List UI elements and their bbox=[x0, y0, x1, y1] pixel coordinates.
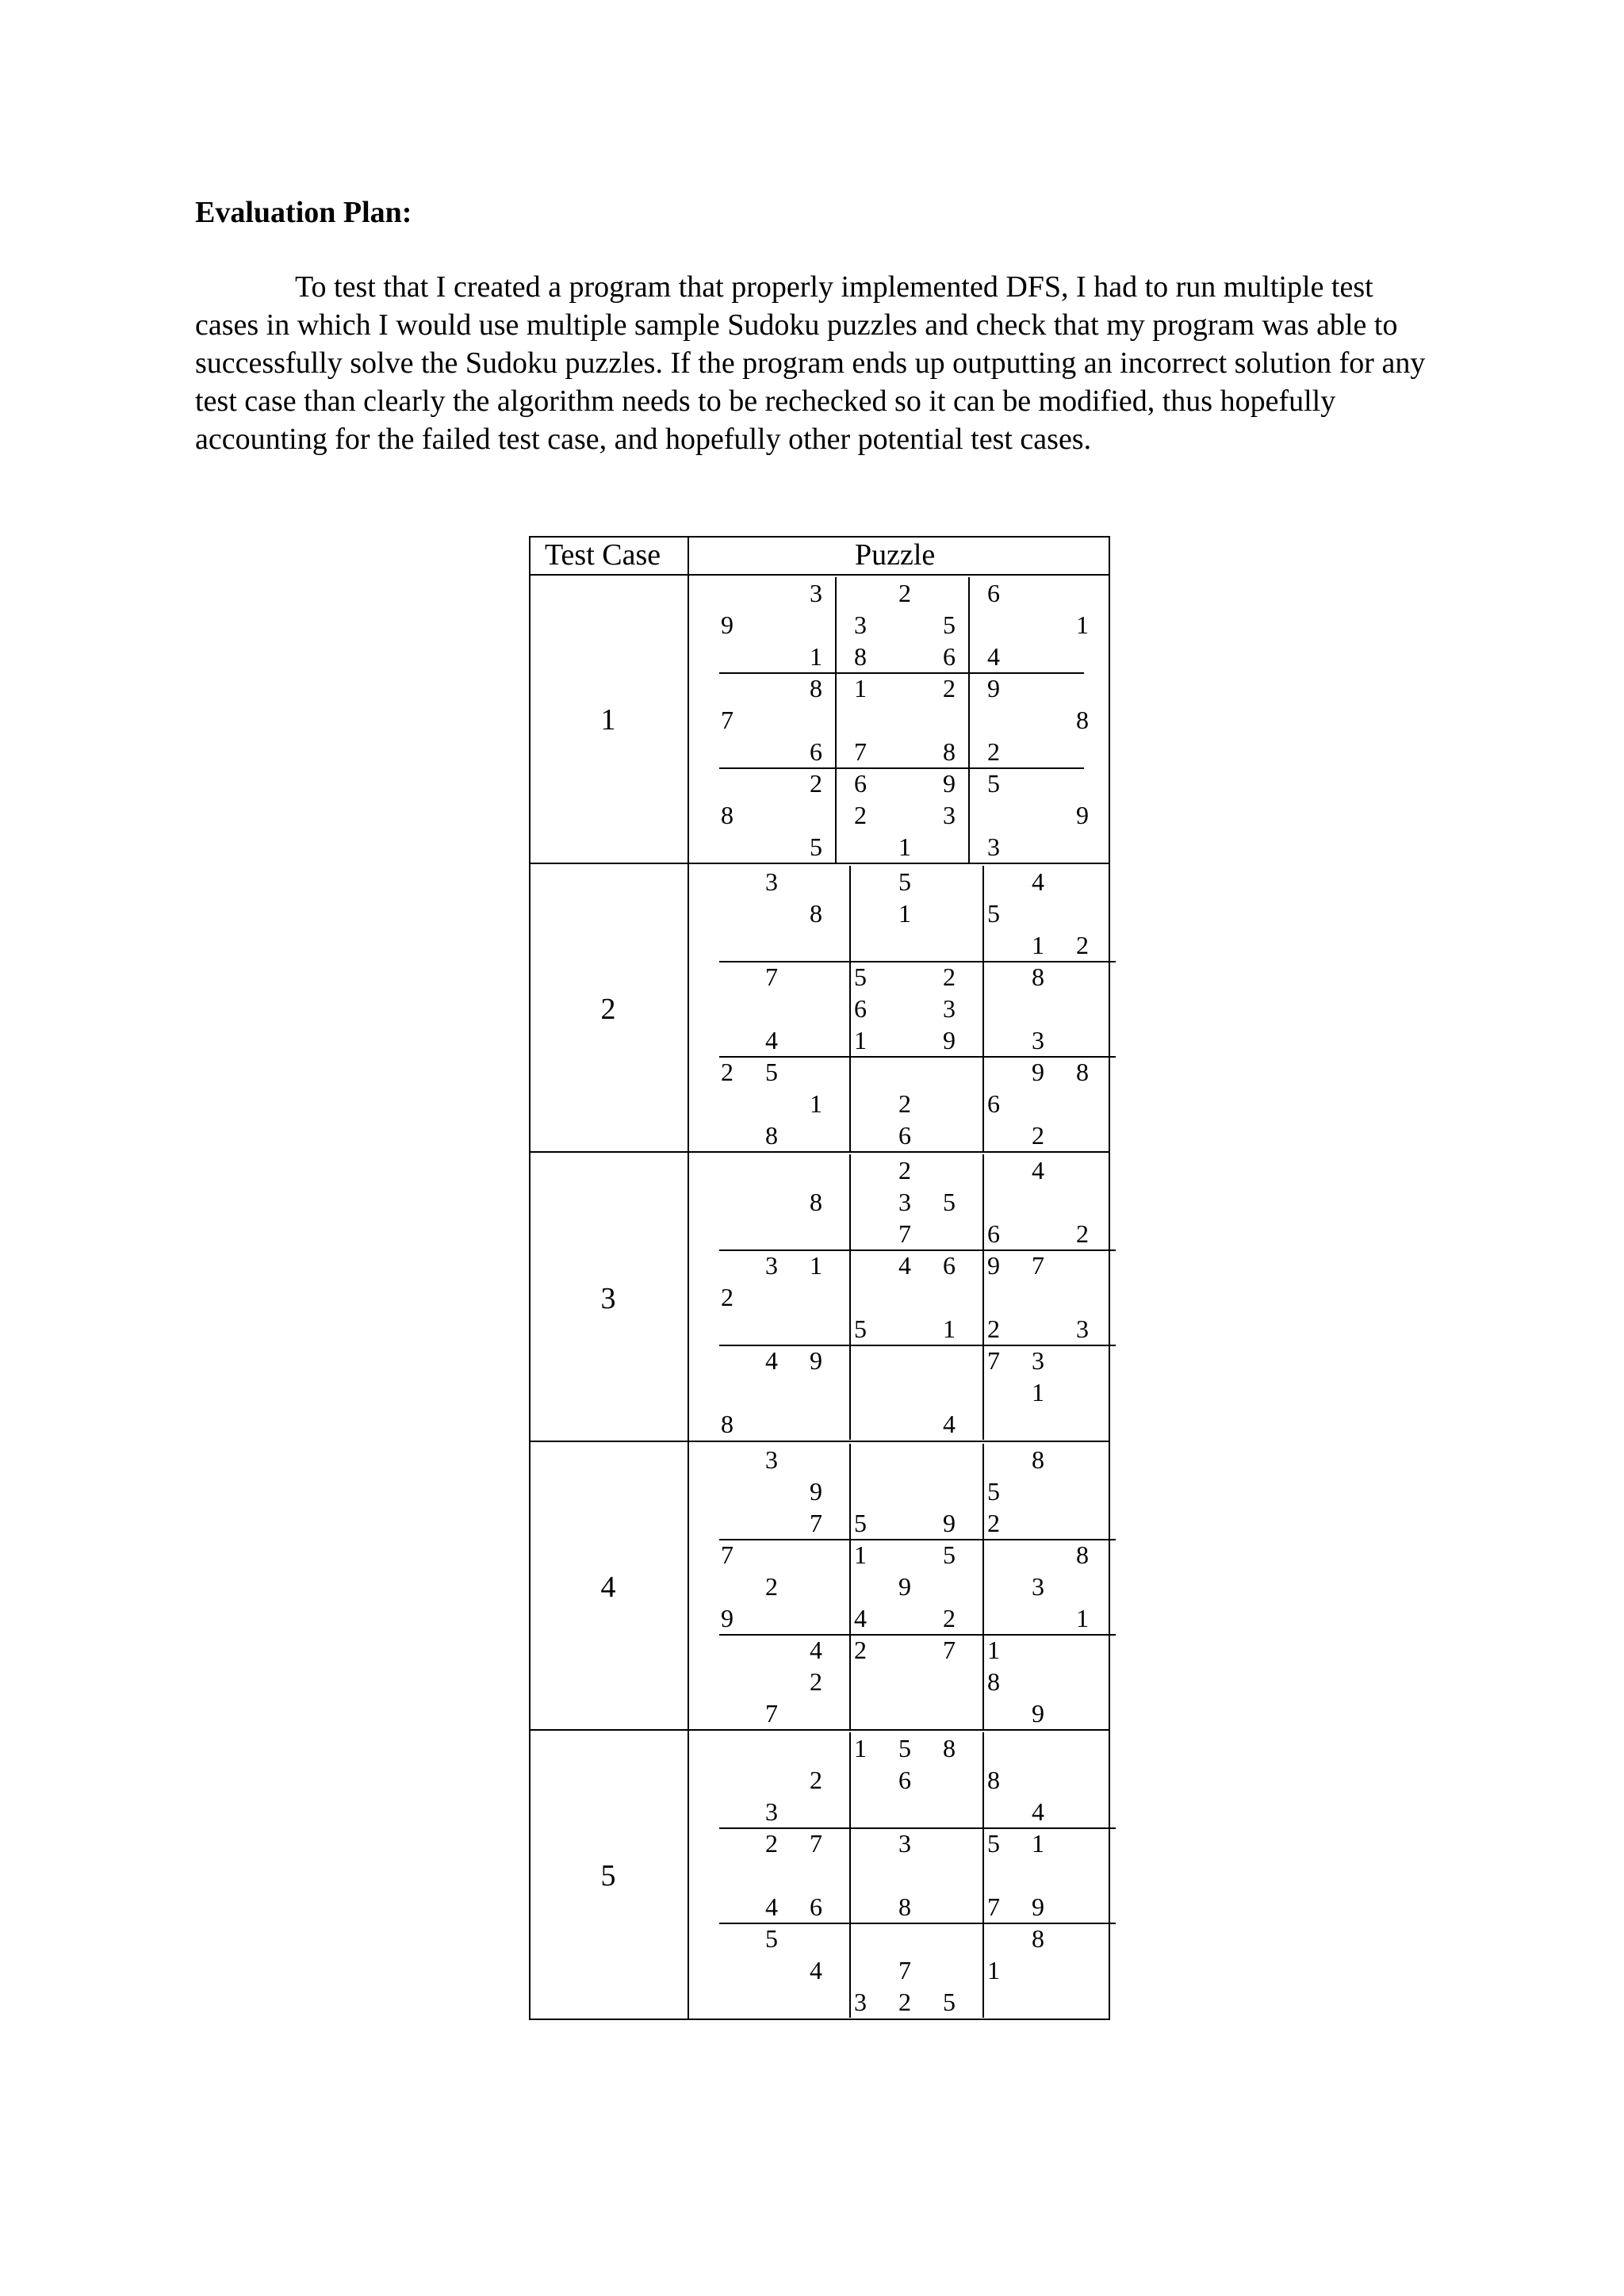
sudoku-cell: 5 bbox=[943, 1188, 956, 1216]
sudoku-cell: 8 bbox=[810, 899, 822, 928]
sudoku-cell: 1 bbox=[943, 1314, 956, 1343]
sudoku-cell: 7 bbox=[854, 737, 867, 766]
sudoku-cell: 4 bbox=[1032, 1797, 1044, 1826]
row-divider bbox=[529, 1441, 1110, 1442]
sudoku-cell: 1 bbox=[1032, 931, 1044, 959]
sudoku-cell: 4 bbox=[765, 1346, 778, 1375]
sudoku-cell: 7 bbox=[943, 1636, 956, 1664]
sudoku-cell: 8 bbox=[810, 1188, 822, 1216]
row-divider bbox=[529, 1729, 1110, 1731]
sudoku-cell: 3 bbox=[1032, 1346, 1044, 1375]
header-puzzle: Puzzle bbox=[855, 538, 936, 572]
case-label: 3 bbox=[600, 1282, 616, 1315]
sudoku-cell: 8 bbox=[1076, 1540, 1089, 1569]
sudoku-cell: 6 bbox=[810, 737, 822, 766]
sudoku-cell: 9 bbox=[1032, 1892, 1044, 1921]
sudoku-cell: 9 bbox=[943, 1026, 956, 1054]
paragraph-text: To test that I created a program that properly implemented DFS, I had to run multiple test cases in which I would use multiple sample Sudoku puzzles and check that my program was able to successfully solve the Sudoku puzzles. If the program ends up outputting an incorrect solution for any test case than clearly the algorithm needs to be rechecked so it can be modified, thus hopefully accounting for the failed test case, and hopefully other potential test cases. bbox=[195, 270, 1426, 456]
sudoku-cell: 2 bbox=[765, 1572, 778, 1601]
sudoku-cell: 4 bbox=[810, 1956, 822, 1984]
sudoku-cell: 3 bbox=[898, 1188, 911, 1216]
sudoku-cell: 1 bbox=[854, 674, 867, 702]
sudoku-cell: 3 bbox=[854, 610, 867, 639]
box-divider-vertical bbox=[849, 1444, 851, 1729]
case-label: 1 bbox=[600, 703, 616, 737]
sudoku-cell: 1 bbox=[854, 1734, 867, 1762]
sudoku-cell: 7 bbox=[898, 1956, 911, 1984]
sudoku-cell: 6 bbox=[898, 1121, 911, 1150]
sudoku-cell: 8 bbox=[1032, 1924, 1044, 1953]
sudoku-cell: 7 bbox=[987, 1346, 1000, 1375]
sudoku-cell: 8 bbox=[765, 1121, 778, 1150]
header-test-case: Test Case bbox=[545, 538, 661, 572]
box-divider-vertical bbox=[835, 577, 837, 863]
sudoku-cell: 4 bbox=[987, 642, 1000, 671]
sudoku-cell: 4 bbox=[765, 1892, 778, 1921]
sudoku-cell: 6 bbox=[898, 1766, 911, 1794]
sudoku-cell: 5 bbox=[943, 610, 956, 639]
sudoku-cell: 7 bbox=[810, 1509, 822, 1537]
sudoku-cell: 2 bbox=[854, 801, 867, 829]
sudoku-cell: 7 bbox=[810, 1829, 822, 1858]
case-label: 5 bbox=[600, 1859, 616, 1892]
sudoku-cell: 6 bbox=[987, 579, 1000, 607]
sudoku-cell: 8 bbox=[1076, 706, 1089, 734]
sudoku-cell: 5 bbox=[898, 867, 911, 896]
sudoku-cell: 2 bbox=[943, 674, 956, 702]
table-border-bottom bbox=[529, 2019, 1110, 2020]
sudoku-cell: 9 bbox=[1032, 1699, 1044, 1728]
sudoku-cell: 7 bbox=[721, 706, 733, 734]
sudoku-cell: 1 bbox=[898, 899, 911, 928]
box-divider-horizontal bbox=[719, 1539, 1116, 1540]
sudoku-cell: 9 bbox=[810, 1346, 822, 1375]
sudoku-cell: 3 bbox=[765, 867, 778, 896]
row-divider bbox=[529, 863, 1110, 864]
table-column-divider bbox=[688, 536, 689, 2020]
sudoku-cell: 6 bbox=[810, 1892, 822, 1921]
sudoku-cell: 9 bbox=[987, 1251, 1000, 1280]
sudoku-cell: 4 bbox=[1032, 867, 1044, 896]
sudoku-cell: 1 bbox=[810, 642, 822, 671]
sudoku-cell: 6 bbox=[943, 642, 956, 671]
sudoku-cell: 2 bbox=[1076, 931, 1089, 959]
sudoku-cell: 7 bbox=[1032, 1251, 1044, 1280]
test-case-table bbox=[529, 536, 1110, 2020]
sudoku-cell: 4 bbox=[854, 1604, 867, 1632]
sudoku-cell: 2 bbox=[943, 1604, 956, 1632]
sudoku-cell: 8 bbox=[1032, 962, 1044, 991]
sudoku-cell: 5 bbox=[987, 1477, 1000, 1506]
sudoku-cell: 3 bbox=[854, 1988, 867, 2016]
sudoku-cell: 5 bbox=[898, 1734, 911, 1762]
sudoku-cell: 3 bbox=[943, 994, 956, 1023]
sudoku-puzzle-1 bbox=[703, 577, 1109, 863]
sudoku-cell: 1 bbox=[810, 1251, 822, 1280]
table-border-left bbox=[529, 536, 530, 2020]
sudoku-cell: 2 bbox=[987, 737, 1000, 766]
sudoku-cell: 3 bbox=[765, 1445, 778, 1474]
sudoku-cell: 3 bbox=[765, 1251, 778, 1280]
sudoku-cell: 4 bbox=[1032, 1156, 1044, 1184]
sudoku-cell: 2 bbox=[943, 962, 956, 991]
sudoku-cell: 6 bbox=[987, 1089, 1000, 1118]
sudoku-cell: 3 bbox=[765, 1797, 778, 1826]
sudoku-cell: 2 bbox=[1032, 1121, 1044, 1150]
sudoku-cell: 8 bbox=[721, 801, 733, 829]
sudoku-cell: 3 bbox=[987, 832, 1000, 861]
table-header-divider bbox=[529, 574, 1110, 576]
sudoku-cell: 1 bbox=[810, 1089, 822, 1118]
sudoku-cell: 1 bbox=[1032, 1829, 1044, 1858]
sudoku-cell: 3 bbox=[1076, 1314, 1089, 1343]
sudoku-cell: 2 bbox=[721, 1283, 733, 1311]
sudoku-cell: 1 bbox=[1032, 1378, 1044, 1406]
case-label: 4 bbox=[600, 1571, 616, 1604]
sudoku-cell: 9 bbox=[943, 1509, 956, 1537]
sudoku-cell: 3 bbox=[810, 579, 822, 607]
sudoku-cell: 9 bbox=[987, 674, 1000, 702]
sudoku-cell: 5 bbox=[987, 769, 1000, 798]
sudoku-cell: 1 bbox=[854, 1540, 867, 1569]
sudoku-cell: 5 bbox=[854, 962, 867, 991]
sudoku-cell: 7 bbox=[765, 1699, 778, 1728]
sudoku-cell: 5 bbox=[765, 1058, 778, 1086]
sudoku-cell: 9 bbox=[943, 769, 956, 798]
sudoku-cell: 9 bbox=[898, 1572, 911, 1601]
box-divider-vertical bbox=[982, 1154, 984, 1440]
sudoku-cell: 1 bbox=[898, 832, 911, 861]
sudoku-cell: 5 bbox=[854, 1509, 867, 1537]
case-label: 2 bbox=[600, 993, 616, 1026]
sudoku-cell: 2 bbox=[810, 1766, 822, 1794]
sudoku-cell: 8 bbox=[854, 642, 867, 671]
sudoku-puzzle-4 bbox=[703, 1444, 1109, 1729]
sudoku-cell: 2 bbox=[721, 1058, 733, 1086]
sudoku-cell: 1 bbox=[1076, 610, 1089, 639]
sudoku-cell: 1 bbox=[987, 1636, 1000, 1664]
sudoku-cell: 9 bbox=[1032, 1058, 1044, 1086]
sudoku-cell: 8 bbox=[721, 1410, 733, 1438]
sudoku-cell: 6 bbox=[943, 1251, 956, 1280]
sudoku-cell: 4 bbox=[810, 1636, 822, 1664]
sudoku-cell: 5 bbox=[987, 899, 1000, 928]
box-divider-horizontal bbox=[719, 672, 1084, 674]
sudoku-cell: 8 bbox=[987, 1667, 1000, 1696]
sudoku-cell: 2 bbox=[854, 1636, 867, 1664]
sudoku-cell: 2 bbox=[987, 1314, 1000, 1343]
sudoku-cell: 5 bbox=[943, 1988, 956, 2016]
box-divider-horizontal bbox=[719, 767, 1084, 769]
sudoku-cell: 4 bbox=[898, 1251, 911, 1280]
sudoku-cell: 5 bbox=[854, 1314, 867, 1343]
sudoku-cell: 6 bbox=[854, 994, 867, 1023]
sudoku-cell: 3 bbox=[1032, 1572, 1044, 1601]
sudoku-cell: 1 bbox=[987, 1956, 1000, 1984]
sudoku-cell: 9 bbox=[810, 1477, 822, 1506]
sudoku-cell: 8 bbox=[898, 1892, 911, 1921]
sudoku-cell: 2 bbox=[810, 769, 822, 798]
sudoku-cell: 8 bbox=[943, 737, 956, 766]
box-divider-vertical bbox=[849, 1154, 851, 1440]
sudoku-cell: 7 bbox=[765, 962, 778, 991]
sudoku-cell: 7 bbox=[898, 1219, 911, 1248]
sudoku-cell: 3 bbox=[1032, 1026, 1044, 1054]
sudoku-puzzle-3 bbox=[703, 1154, 1109, 1440]
body-paragraph bbox=[195, 268, 1432, 458]
sudoku-cell: 9 bbox=[721, 610, 733, 639]
section-heading: Evaluation Plan: bbox=[195, 196, 412, 229]
sudoku-cell: 4 bbox=[943, 1410, 956, 1438]
sudoku-cell: 1 bbox=[1076, 1604, 1089, 1632]
sudoku-cell: 8 bbox=[987, 1766, 1000, 1794]
sudoku-cell: 5 bbox=[765, 1924, 778, 1953]
sudoku-cell: 2 bbox=[898, 1988, 911, 2016]
sudoku-puzzle-2 bbox=[703, 866, 1109, 1151]
sudoku-cell: 2 bbox=[765, 1829, 778, 1858]
sudoku-cell: 8 bbox=[810, 674, 822, 702]
box-divider-horizontal bbox=[719, 1634, 1116, 1636]
sudoku-cell: 2 bbox=[898, 579, 911, 607]
sudoku-cell: 2 bbox=[810, 1667, 822, 1696]
sudoku-cell: 5 bbox=[943, 1540, 956, 1569]
sudoku-cell: 7 bbox=[721, 1540, 733, 1569]
sudoku-cell: 3 bbox=[898, 1829, 911, 1858]
sudoku-cell: 7 bbox=[987, 1892, 1000, 1921]
sudoku-cell: 2 bbox=[898, 1156, 911, 1184]
sudoku-cell: 2 bbox=[1076, 1219, 1089, 1248]
sudoku-cell: 6 bbox=[854, 769, 867, 798]
sudoku-cell: 2 bbox=[898, 1089, 911, 1118]
sudoku-cell: 9 bbox=[1076, 801, 1089, 829]
sudoku-cell: 3 bbox=[943, 801, 956, 829]
box-divider-vertical bbox=[849, 1732, 851, 2018]
sudoku-cell: 5 bbox=[810, 832, 822, 861]
sudoku-cell: 9 bbox=[721, 1604, 733, 1632]
sudoku-puzzle-5 bbox=[703, 1732, 1109, 2018]
sudoku-cell: 2 bbox=[987, 1509, 1000, 1537]
sudoku-cell: 5 bbox=[987, 1829, 1000, 1858]
row-divider bbox=[529, 1151, 1110, 1153]
sudoku-cell: 6 bbox=[987, 1219, 1000, 1248]
sudoku-cell: 1 bbox=[854, 1026, 867, 1054]
sudoku-cell: 8 bbox=[943, 1734, 956, 1762]
sudoku-cell: 8 bbox=[1076, 1058, 1089, 1086]
sudoku-cell: 4 bbox=[765, 1026, 778, 1054]
sudoku-cell: 8 bbox=[1032, 1445, 1044, 1474]
